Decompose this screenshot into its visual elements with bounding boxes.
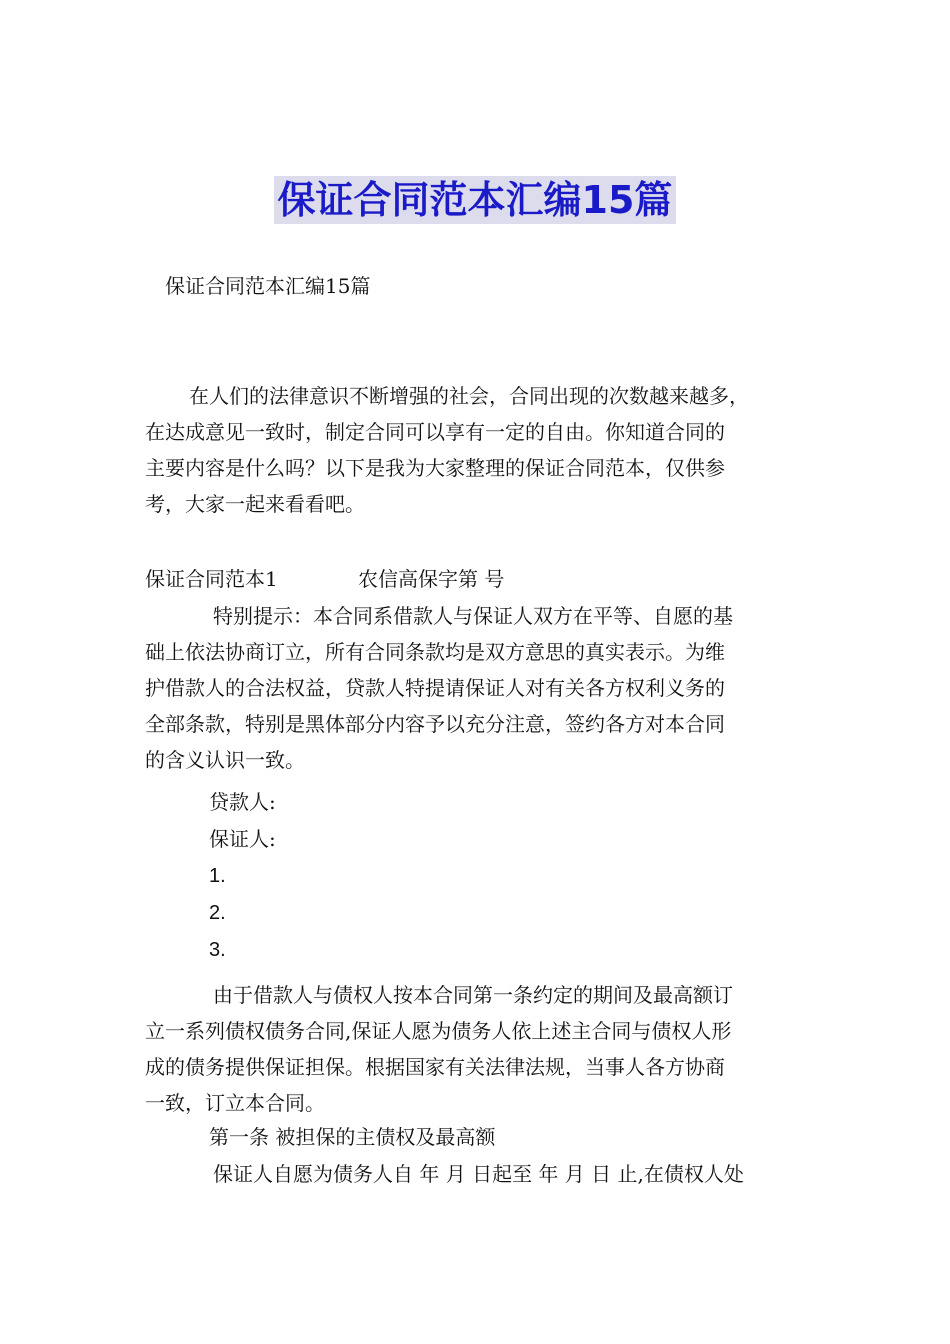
body-line: 由于借款人与债权人按本合同第一条约定的期间及最高额订 bbox=[213, 983, 733, 1007]
notice-line: 础上依法协商订立，所有合同条款均是双方意思的真实表示。为维 bbox=[145, 640, 725, 664]
notice-line: 全部条款，特别是黑体部分内容予以充分注意，签约各方对本合同 bbox=[145, 712, 725, 736]
section-number-label: 农信高保字第 号 bbox=[358, 567, 505, 591]
body-line: 成的债务提供保证担保。根据国家有关法律法规，当事人各方协商 bbox=[145, 1055, 725, 1079]
section-heading: 保证合同范本1 bbox=[145, 567, 278, 591]
guarantor-label: 保证人: bbox=[209, 827, 276, 851]
notice-line: 护借款人的合法权益，贷款人特提请保证人对有关各方权利义务的 bbox=[145, 676, 725, 700]
list-item: 2. bbox=[209, 902, 226, 924]
intro-line: 主要内容是什么吗？以下是我为大家整理的保证合同范本，仅供参 bbox=[145, 456, 725, 480]
article1-text: 保证人自愿为债务人自 年 月 日起至 年 月 日 止,在债权人处 bbox=[213, 1162, 744, 1186]
intro-line: 在人们的法律意识不断增强的社会，合同出现的次数越来越多， bbox=[189, 384, 749, 408]
lender-label: 贷款人: bbox=[209, 790, 276, 814]
list-item: 3. bbox=[209, 939, 226, 961]
intro-paragraph bbox=[145, 378, 825, 522]
intro-line: 在达成意见一致时，制定合同可以享有一定的自由。你知道合同的 bbox=[145, 420, 725, 444]
title-container bbox=[0, 176, 950, 224]
body-paragraph bbox=[145, 977, 825, 1121]
notice-paragraph bbox=[145, 598, 825, 778]
document-title: 保证合同范本汇编15篇 bbox=[274, 176, 677, 224]
notice-line: 特别提示：本合同系借款人与保证人双方在平等、自愿的基 bbox=[213, 604, 733, 628]
body-line: 一致，订立本合同。 bbox=[145, 1091, 325, 1115]
document-subtitle: 保证合同范本汇编15篇 bbox=[165, 274, 371, 298]
list-item: 1. bbox=[209, 865, 226, 887]
body-line: 立一系列债权债务合同,保证人愿为债务人依上述主合同与债权人形 bbox=[145, 1019, 732, 1043]
intro-line: 考，大家一起来看看吧。 bbox=[145, 492, 365, 516]
article1-heading: 第一条 被担保的主债权及最高额 bbox=[209, 1125, 496, 1149]
notice-line: 的含义认识一致。 bbox=[145, 748, 305, 772]
